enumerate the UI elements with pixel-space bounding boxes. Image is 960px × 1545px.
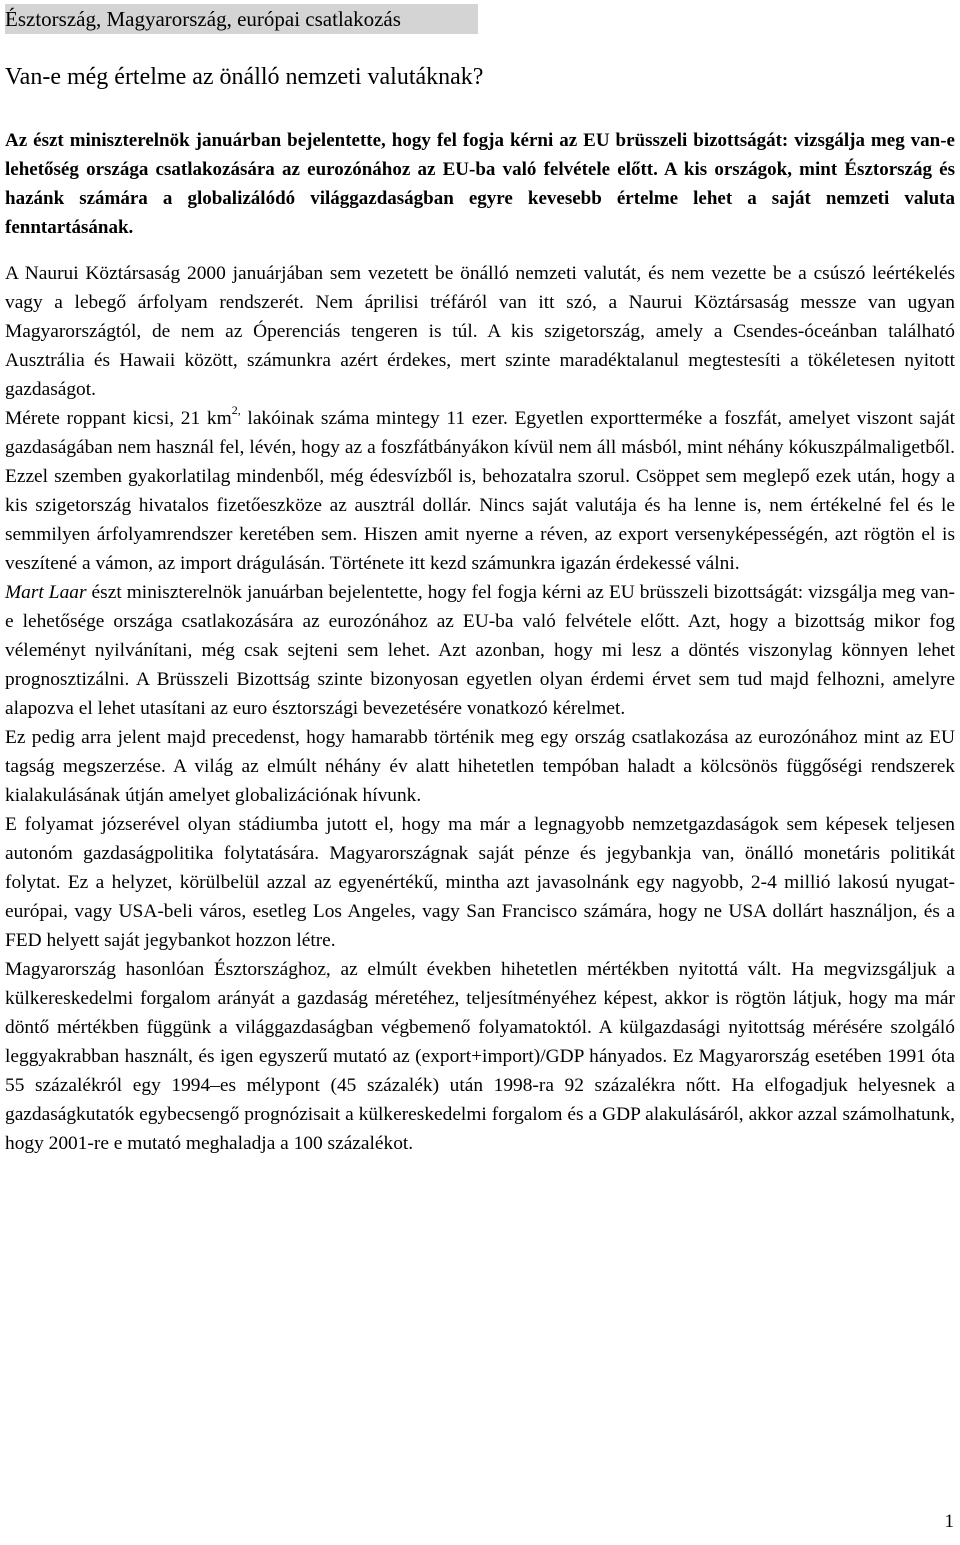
paragraph-mart-laar — [5, 578, 955, 723]
paragraph-mart-laar-rest: észt miniszterelnök januárban bejelentette, hogy fel fogja kérni az EU brüsszeli bizottságát: vizsgálja meg van-e lehetősége országa csatlakozására az eurozónához az EU-ba való felvétele előtt. Azt, hogy a bizottság mikor fog véleményt nyilvánítani, még csak sejteni sem lehet. Azt azonban, hogy mi lesz a döntés viszonylag könnyen lehet prognosztizálni. A Brüsszeli Bizottság szinte bizonyosan egyetlen olyan érdemi érvet sem tud majd felhozni, amelyre alapozva el lehet utasítani az euro észtországi bevezetésére vonatkozó kérelmet. — [5, 582, 955, 719]
paragraph-size-start: Mérete roppant kicsi, 21 km — [5, 408, 232, 429]
article-title: Van-e még értelme az önálló nemzeti valutáknak? — [5, 64, 484, 90]
paragraph-precedent: Ez pedig arra jelent majd precedenst, hogy hamarabb történik meg egy ország csatlakozása az eurozónához mint az EU tagság megszerzése. A világ az elmúlt néhány év alatt hihetetlen tempóban haladt a kölcsönös függőségi rendszerek kialakulásának útján amelyet globalizációnak hívunk. — [5, 727, 955, 806]
paragraph-size-rest: lakóinak száma mintegy 11 ezer. Egyetlen exportterméke a foszfát, amelyet viszont saját gazdaságában nem használ fel, lévén, hogy az a foszfátbányákon kívül nem áll másból, mint néhány kókuszpálmaligetből. Ezzel szemben gyakorlatilag mindenből, még édesvízből is, behozatalra szorul. Csöppet sem meglepő ezek után, hogy a kis szigetország hivatalos fizetőeszköze az ausztrál dollár. Nincs saját valutája és ha lenne is, nem értékelné fel és le semmilyen árfolyamrendszer keretében sem. Hiszen amit nyerne a réven, az export versenyképességén, azt rögtön el is veszítené a vámon, az import drágulásán. Története itt kezd számunkra igazán érdekessé válni. — [5, 408, 955, 574]
paragraph-nauru: A Naurui Köztársaság 2000 januárjában sem vezetett be önálló nemzeti valutát, és nem vezette be a csúszó leértékelés vagy a lebegő árfolyam rendszerét. Nem áprilisi tréfáról van itt szó, a Naurui Köztársaság messze van ugyan Magyarországtól, de nem az Óperenciás tengeren is túl. A kis szigetország, amely a Csendes-óceánban található Ausztrália és Hawaii között, számunkra azért érdekes, mert szinte maradéktalanul megtestesíti a tökéletesen nyitott gazdaságot. — [5, 263, 955, 400]
page-number: 1 — [944, 1511, 954, 1532]
person-name: Mart Laar — [5, 582, 87, 603]
lead-paragraph: Az észt miniszterelnök januárban bejelentette, hogy fel fogja kérni az EU brüsszeli bizottságát: vizsgálja meg van-e lehetőség országa csatlakozására az eurozónához az EU-ba való felvétele előtt. A kis országok, mint Észtország és hazánk számára a globalizálódó világgazdaságban egyre kevesebb értelme lehet a saját nemzeti valuta fenntartásának. — [5, 130, 955, 238]
article-body — [5, 126, 955, 1158]
page-header: Észtország, Magyarország, európai csatlakozás — [5, 4, 478, 34]
paragraph-size — [5, 404, 955, 578]
paragraph-process: E folyamat józserével olyan stádiumba jutott el, hogy ma már a legnagyobb nemzetgazdaságok sem képesek teljesen autonóm gazdaságpolitika folytatására. Magyarországnak saját pénze és jegybankja van, önálló monetáris politikát folytat. Ez a helyzet, körülbelül azzal az egyenértékű, mintha azt javasolnánk egy nagyobb, 2-4 millió lakosú nyugat-európai, vagy USA-beli város, esetleg Los Angeles, vagy San Francisco számára, hogy ne USA dollárt használjon, és a FED helyett saját jegybankot hozzon létre. — [5, 814, 955, 951]
superscript: 2, — [231, 403, 241, 417]
paragraph-hungary: Magyarország hasonlóan Észtországhoz, az elmúlt években hihetetlen mértékben nyitottá vált. Ha megvizsgáljuk a külkereskedelmi forgalom arányát a gazdaság méretéhez, teljesítményéhez képest, akkor is rögtön látjuk, hogy ma már döntő mértékben függünk a világgazdaságban végbemenő folyamatoktól. A külgazdasági nyitottság mérésére szolgáló leggyakrabban használt, és igen egyszerű mutató az (export+import)/GDP hányados. Ez Magyarország esetében 1991 óta 55 százalékról egy 1994–es mélypont (45 százalék) után 1998-ra 92 százalékra nőtt. Ha elfogadjuk helyesnek a gazdaságkutatók egybecsengő prognózisait a külkereskedelmi forgalom és a GDP alakulásáról, akkor azzal számolhatunk, hogy 2001-re e mutató meghaladja a 100 százalékot. — [5, 959, 955, 1154]
